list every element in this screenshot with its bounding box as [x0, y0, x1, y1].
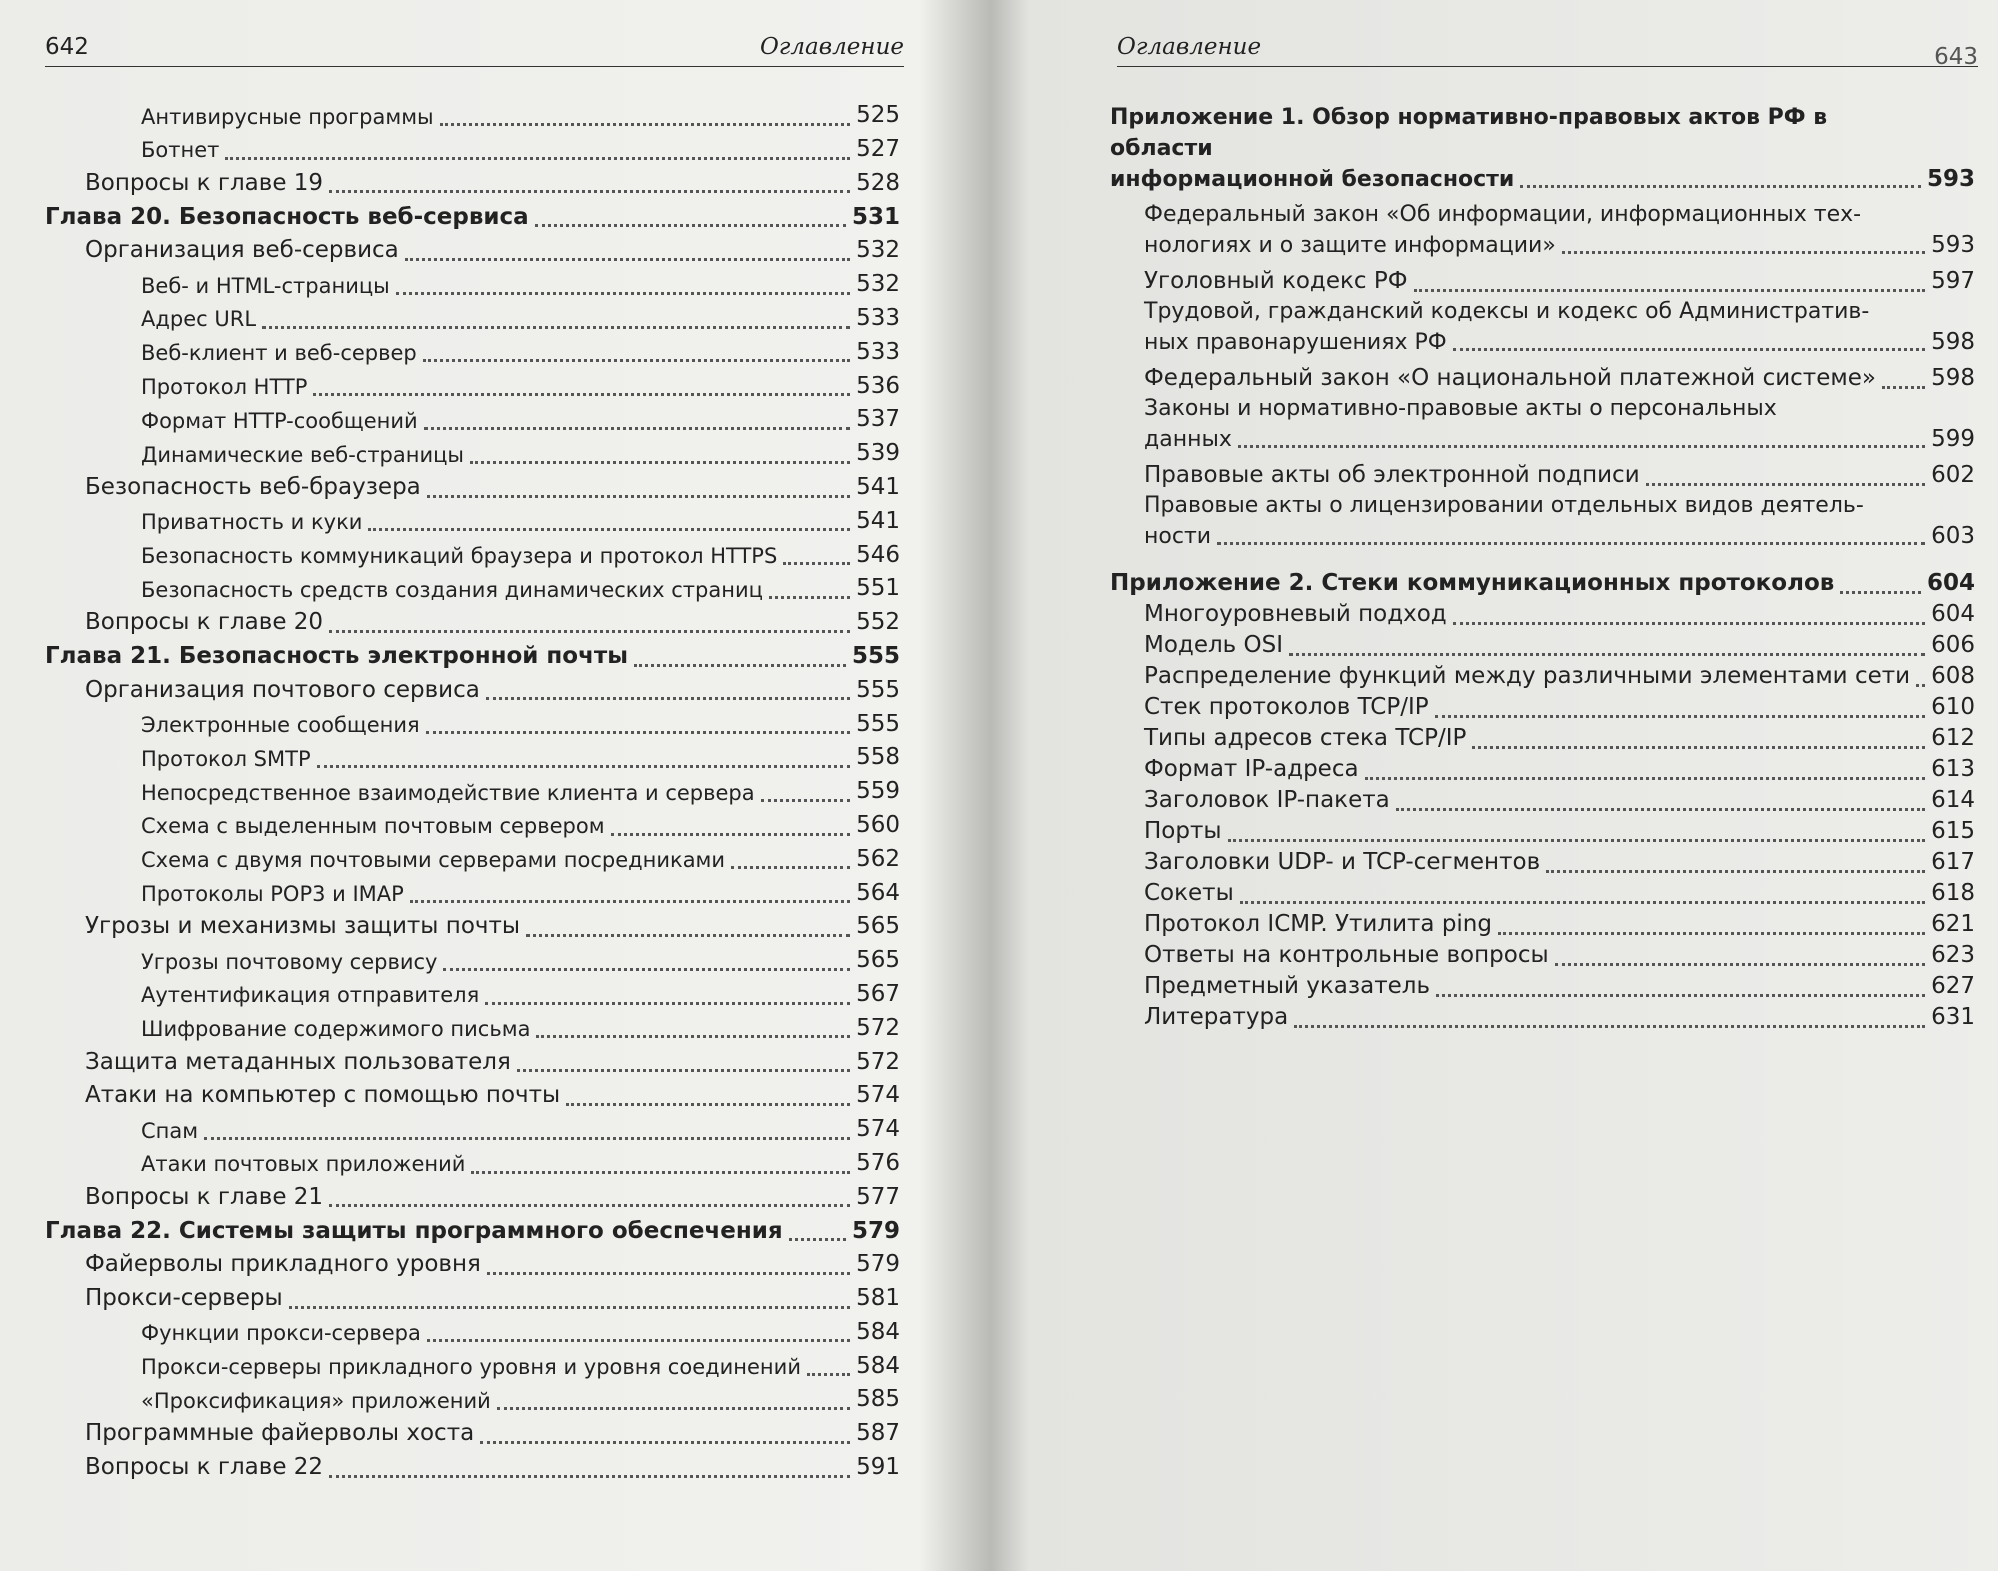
toc-entry — [45, 1313, 900, 1347]
dot-leader — [1396, 807, 1925, 811]
toc-entry-title: Безопасность средств создания динамических страниц — [141, 577, 763, 602]
left-page-header — [45, 30, 904, 67]
right-page — [1010, 0, 1998, 1571]
toc-entry-continuation — [1144, 230, 1975, 261]
toc-entry-title: Вопросы к главе 20 — [85, 609, 324, 636]
toc-entry-title: Аутентификация отправителя — [141, 983, 480, 1008]
toc-entry — [1110, 490, 1975, 552]
toc-entry-title: Модель OSI — [1144, 632, 1284, 659]
dot-leader — [424, 426, 850, 430]
dot-leader — [1472, 745, 1925, 749]
toc-page-number: 627 — [1931, 973, 1975, 1000]
toc-page-number: 565 — [856, 913, 900, 940]
toc-entry — [1110, 939, 1975, 970]
toc-page-number: 584 — [856, 1352, 900, 1379]
dot-leader — [313, 392, 850, 396]
dot-leader — [396, 291, 850, 295]
toc-entry — [1110, 296, 1975, 358]
page-number: 642 — [45, 34, 89, 60]
toc-entry — [1110, 691, 1975, 722]
toc-page-number: 587 — [856, 1420, 900, 1447]
toc-entry — [45, 1009, 900, 1043]
dot-leader — [440, 122, 850, 126]
toc-page-number: 541 — [856, 473, 900, 500]
toc-entry — [45, 1110, 900, 1144]
toc-entry-title: Законы и нормативно-правовые акты о персональных — [1144, 396, 1777, 421]
toc-page-number: 599 — [1931, 426, 1975, 452]
toc-entry — [45, 1178, 900, 1212]
toc-entry-title: Вопросы к главе 22 — [85, 1454, 324, 1481]
toc-page-number: 621 — [1931, 911, 1975, 938]
toc-entry-title: Вопросы к главе 21 — [85, 1183, 324, 1210]
toc-page-number: 615 — [1931, 818, 1975, 845]
toc-entry-title: Веб-клиент и веб-сервер — [141, 341, 417, 366]
dot-leader — [497, 1406, 850, 1410]
toc-entry — [45, 873, 900, 907]
toc-entry — [45, 535, 900, 569]
right-page-header — [1117, 30, 1978, 70]
toc-page-number: 555 — [856, 676, 900, 703]
toc-entry-title: Шифрование содержимого письма — [141, 1017, 531, 1042]
dot-leader — [423, 358, 850, 362]
toc-entry-title: Порты — [1144, 818, 1222, 845]
toc-page-number: 614 — [1931, 787, 1975, 814]
dot-leader — [1562, 250, 1925, 254]
toc-entry — [45, 738, 900, 772]
toc-entry-title: Формат HTTP-сообщений — [141, 408, 418, 433]
toc-entry-title: Адрес URL — [141, 307, 257, 332]
toc-page-number: 574 — [856, 1116, 900, 1143]
toc-entry — [45, 569, 900, 603]
toc-entry-title: Федеральный закон «О национальной платежной системе» — [1144, 365, 1876, 392]
toc-entry-title: Вопросы к главе 19 — [85, 169, 324, 196]
toc-entry-title: Формат IP-адреса — [1144, 756, 1359, 783]
toc-page-number: 531 — [851, 203, 900, 230]
toc-page-number: 555 — [851, 642, 900, 669]
dot-leader — [761, 798, 850, 802]
toc-entry-title: Заголовок IP-пакета — [1144, 787, 1390, 814]
toc-page-number: 602 — [1931, 462, 1975, 489]
toc-entry — [45, 907, 900, 941]
dot-leader — [329, 189, 850, 193]
toc-entry — [45, 806, 900, 840]
toc-page-number: 576 — [856, 1149, 900, 1176]
toc-entry-title: Угрозы почтовому сервису — [141, 949, 438, 974]
dot-leader — [1916, 683, 1925, 687]
toc-entry — [45, 1380, 900, 1414]
toc-page-number: 559 — [856, 778, 900, 805]
toc-entry — [45, 502, 900, 536]
toc-page-number: 593 — [1926, 166, 1975, 192]
dot-leader — [225, 156, 850, 160]
toc-chapter — [45, 637, 900, 671]
toc-page-number: 598 — [1931, 329, 1975, 355]
toc-entry — [45, 671, 900, 705]
dot-leader — [427, 494, 850, 498]
toc-entry-title: Многоуровневый подход — [1144, 601, 1447, 628]
toc-page-number: 532 — [856, 271, 900, 298]
toc-entry — [1110, 362, 1975, 393]
toc-page-number: 541 — [856, 507, 900, 534]
dot-leader — [317, 764, 850, 768]
toc-entry-title: Приложение 2. Стеки коммуникационных протоколов — [1110, 570, 1835, 597]
toc-entry — [1110, 908, 1975, 939]
toc-entry-title: Типы адресов стека TCP/IP — [1144, 725, 1467, 752]
toc-page-number: 603 — [1931, 523, 1975, 549]
toc-entry — [45, 434, 900, 468]
toc-entry — [45, 1245, 900, 1279]
toc-page-number: 577 — [856, 1183, 900, 1210]
toc-page-number: 593 — [1931, 232, 1975, 258]
toc-entry-title: Приложение 1. Обзор нормативно-правовых актов РФ в области — [1110, 105, 1828, 161]
toc-entry — [45, 603, 900, 637]
toc-entry-title: Файерволы прикладного уровня — [85, 1251, 481, 1278]
dot-leader — [1240, 900, 1925, 904]
toc-page-number: 591 — [856, 1454, 900, 1481]
toc-page-number: 572 — [856, 1014, 900, 1041]
toc-entry — [45, 400, 900, 434]
dot-leader — [1217, 541, 1925, 545]
page-number: 643 — [1934, 44, 1978, 70]
toc-entry — [45, 366, 900, 400]
toc-entry — [45, 704, 900, 738]
toc-entry — [45, 164, 900, 198]
dot-leader — [566, 1102, 850, 1106]
toc-entry-title: Прокси-серверы — [85, 1285, 283, 1312]
toc-entry-title: Сокеты — [1144, 880, 1234, 907]
toc-entry-continuation — [1144, 424, 1975, 455]
toc-entry-title: Функции прокси-сервера — [141, 1321, 421, 1346]
toc-entry-title: Правовые акты об электронной подписи — [1144, 462, 1640, 489]
toc-entry — [45, 840, 900, 874]
toc-entry-title: Стек протоколов TCP/IP — [1144, 694, 1429, 721]
running-title: Оглавление — [1117, 34, 1262, 60]
dot-leader — [443, 967, 850, 971]
toc-entry — [1110, 1001, 1975, 1032]
toc-page-number: 552 — [856, 609, 900, 636]
toc-page-number: 525 — [856, 102, 900, 129]
toc-entry-title: Правовые акты о лицензировании отдельных видов деятель- — [1144, 493, 1864, 518]
toc-entry-title: Безопасность коммуникаций браузера и протокол HTTPS — [141, 543, 778, 568]
toc-page-number: 579 — [856, 1251, 900, 1278]
dot-leader — [536, 1034, 850, 1038]
toc-entry — [1110, 199, 1975, 261]
dot-leader — [1520, 184, 1921, 188]
toc-entry — [1110, 629, 1975, 660]
toc-entry-title-end: ности — [1144, 524, 1212, 549]
toc-entry-title: Схема с двумя почтовыми серверами посредниками — [141, 848, 726, 873]
toc-page-number: 631 — [1931, 1004, 1975, 1031]
dot-leader — [1555, 962, 1925, 966]
toc-chapter — [45, 1211, 900, 1245]
toc-page-number: 560 — [856, 811, 900, 838]
toc-entry — [45, 231, 900, 265]
toc-entry — [45, 1346, 900, 1380]
dot-leader — [1436, 993, 1925, 997]
dot-leader — [329, 1203, 850, 1207]
toc-page-number: 584 — [856, 1318, 900, 1345]
toc-page-number: 581 — [856, 1285, 900, 1312]
dot-leader — [1294, 1024, 1925, 1028]
toc-entry-title: Глава 20. Безопасность веб-сервиса — [45, 203, 529, 230]
dot-leader — [368, 527, 850, 531]
toc-entry-title: Протокол SMTP — [141, 746, 311, 771]
dot-leader — [769, 595, 850, 599]
dot-leader — [1453, 347, 1925, 351]
toc-page-number: 585 — [856, 1386, 900, 1413]
dot-leader — [289, 1305, 850, 1309]
toc-entry-continuation — [1110, 164, 1975, 195]
toc-page-number: 618 — [1931, 880, 1975, 907]
toc-entry — [1110, 877, 1975, 908]
toc-entry-title: Электронные сообщения — [141, 712, 420, 737]
toc-entry-title: Атаки на компьютер с помощью почты — [85, 1082, 561, 1109]
toc-entry — [45, 1076, 900, 1110]
dot-leader — [517, 1068, 850, 1072]
toc-entry-title: Федеральный закон «Об информации, информационных тех- — [1144, 202, 1862, 227]
dot-leader — [1453, 621, 1925, 625]
toc-entry — [45, 1279, 900, 1313]
toc-page-number: 528 — [856, 169, 900, 196]
toc-entry-title-end: данных — [1144, 427, 1232, 452]
toc-page-number: 617 — [1931, 849, 1975, 876]
toc-entry-title: Антивирусные программы — [141, 104, 434, 129]
dot-leader — [427, 1338, 850, 1342]
toc-entry-continuation — [1144, 327, 1975, 358]
toc-entry-title: Протокол ICMP. Утилита ping — [1144, 911, 1492, 938]
toc-entry-title: Схема с выделенным почтовым сервером — [141, 814, 605, 839]
toc-entry — [45, 333, 900, 367]
toc-entry — [1110, 598, 1975, 629]
dot-leader — [634, 663, 846, 667]
dot-leader — [1238, 444, 1925, 448]
toc-entry-title: Заголовки UDP- и TCP-сегментов — [1144, 849, 1541, 876]
toc-entry — [45, 941, 900, 975]
toc-entry-title: Литература — [1144, 1004, 1289, 1031]
dot-leader — [487, 1271, 850, 1275]
dot-leader — [329, 629, 850, 633]
toc-entry-title: Непосредственное взаимодействие клиента и сервера — [141, 780, 755, 805]
toc-entry-title: Протокол HTTP — [141, 374, 308, 399]
toc-page-number: 555 — [856, 710, 900, 737]
toc-page-number: 536 — [856, 372, 900, 399]
toc-page-number: 537 — [856, 406, 900, 433]
toc-entry-title: Программные файерволы хоста — [85, 1420, 475, 1447]
dot-leader — [405, 257, 850, 261]
toc-entry-title: Защита метаданных пользователя — [85, 1048, 511, 1075]
dot-leader — [1882, 385, 1925, 389]
toc-page-number: 579 — [851, 1217, 900, 1244]
toc-page-number: 572 — [856, 1048, 900, 1075]
dot-leader — [1289, 652, 1925, 656]
toc-entry — [45, 975, 900, 1009]
dot-leader — [1546, 869, 1925, 873]
toc-page-number: 562 — [856, 845, 900, 872]
toc-page-number: 532 — [856, 237, 900, 264]
toc-entry-title: Прокси-серверы прикладного уровня и уровня соединений — [141, 1355, 801, 1380]
dot-leader — [1414, 288, 1926, 292]
toc-entry — [1110, 459, 1975, 490]
toc-page-number: 610 — [1931, 694, 1975, 721]
toc-entry — [1110, 815, 1975, 846]
toc-entry — [45, 130, 900, 164]
toc-list — [45, 96, 900, 1482]
dot-leader — [731, 865, 850, 869]
dot-leader — [807, 1372, 850, 1376]
toc-page-number: 598 — [1931, 365, 1975, 392]
dot-leader — [1365, 776, 1925, 780]
toc-entry-title: Веб- и HTML-страницы — [141, 273, 390, 298]
toc-entry — [45, 1144, 900, 1178]
dot-leader — [526, 933, 850, 937]
toc-page-number: 567 — [856, 980, 900, 1007]
toc-entry-title: Предметный указатель — [1144, 973, 1431, 1000]
dot-leader — [535, 223, 846, 227]
toc-entry-title: Уголовный кодекс РФ — [1144, 268, 1408, 295]
toc-page-number: 604 — [1926, 570, 1975, 597]
toc-entry — [1110, 393, 1975, 455]
toc-entry-title: Угрозы и механизмы защиты почты — [85, 913, 521, 940]
toc-entry-title: Протоколы POP3 и IMAP — [141, 881, 404, 906]
toc-entry — [45, 299, 900, 333]
toc-page-number: 527 — [856, 136, 900, 162]
toc-page-number: 612 — [1931, 725, 1975, 752]
toc-page-number: 606 — [1931, 632, 1975, 659]
toc-appendix — [1110, 556, 1975, 598]
dot-leader — [329, 1474, 850, 1478]
dot-leader — [426, 730, 850, 734]
dot-leader — [1840, 590, 1921, 594]
toc-entry-title: Трудовой, гражданский кодексы и кодекс об Административ- — [1144, 299, 1870, 324]
toc-entry — [45, 468, 900, 502]
running-title: Оглавление — [759, 34, 904, 60]
dot-leader — [611, 832, 850, 836]
toc-entry-title-end: ных правонарушениях РФ — [1144, 330, 1447, 355]
toc-page-number: 539 — [856, 440, 900, 467]
toc-page-number: 623 — [1931, 942, 1975, 969]
toc-entry-title: Спам — [141, 1118, 199, 1143]
toc-page-number: 613 — [1931, 756, 1975, 783]
toc-page-number: 546 — [856, 541, 900, 568]
toc-page-number: 608 — [1931, 663, 1975, 690]
dot-leader — [1646, 482, 1925, 486]
dot-leader — [410, 899, 850, 903]
dot-leader — [262, 325, 850, 329]
toc-entry-title: «Проксификация» приложений — [141, 1388, 491, 1413]
toc-entry-title: Ответы на контрольные вопросы — [1144, 942, 1549, 969]
toc-entry-title: Безопасность веб-браузера — [85, 473, 421, 500]
toc-page-number: 551 — [856, 575, 900, 602]
toc-entry-title: Глава 21. Безопасность электронной почты — [45, 642, 629, 669]
toc-entry — [1110, 660, 1975, 691]
toc-entry-title: Динамические веб-страницы — [141, 442, 464, 467]
toc-entry-title: Глава 22. Системы защиты программного обеспечения — [45, 1217, 783, 1244]
toc-appendix — [1110, 102, 1975, 195]
toc-list — [1110, 102, 1975, 1032]
dot-leader — [485, 1001, 850, 1005]
dot-leader — [783, 561, 850, 565]
toc-page-number: 565 — [856, 947, 900, 974]
dot-leader — [789, 1237, 846, 1241]
toc-entry — [45, 772, 900, 806]
toc-entry — [1110, 722, 1975, 753]
toc-page-number: 597 — [1931, 268, 1975, 295]
toc-entry — [1110, 784, 1975, 815]
toc-chapter — [45, 197, 900, 231]
toc-entry — [1110, 846, 1975, 877]
toc-entry — [45, 1448, 900, 1482]
toc-entry — [1110, 753, 1975, 784]
dot-leader — [471, 1170, 850, 1174]
toc-entry — [45, 96, 900, 130]
dot-leader — [1435, 714, 1925, 718]
toc-entry — [1110, 970, 1975, 1001]
toc-entry — [45, 265, 900, 299]
toc-entry-title: Организация веб-сервиса — [85, 237, 399, 264]
toc-entry — [45, 1042, 900, 1076]
toc-entry-title: Ботнет — [141, 138, 220, 163]
toc-entry-title: Организация почтового сервиса — [85, 676, 480, 703]
toc-page-number: 574 — [856, 1082, 900, 1109]
toc-entry-continuation — [1144, 521, 1975, 552]
dot-leader — [486, 696, 850, 700]
toc-entry-title: Распределение функций между различными элементами сети — [1144, 663, 1911, 690]
toc-page-number: 564 — [856, 879, 900, 906]
toc-entry-title-end: информационной безопасности — [1110, 167, 1515, 192]
toc-entry-title-end: нологиях и о защите информации» — [1144, 233, 1556, 258]
toc-entry — [45, 1414, 900, 1448]
toc-entry-title: Атаки почтовых приложений — [141, 1152, 466, 1177]
dot-leader — [470, 460, 850, 464]
toc-page-number: 533 — [856, 304, 900, 331]
toc-page-number: 533 — [856, 338, 900, 365]
dot-leader — [1498, 931, 1925, 935]
toc-page-number: 604 — [1931, 601, 1975, 628]
toc-entry-title: Приватность и куки — [141, 510, 363, 535]
dot-leader — [204, 1136, 850, 1140]
dot-leader — [1228, 838, 1925, 842]
toc-entry — [1110, 265, 1975, 296]
dot-leader — [480, 1440, 850, 1444]
toc-page-number: 558 — [856, 744, 900, 771]
